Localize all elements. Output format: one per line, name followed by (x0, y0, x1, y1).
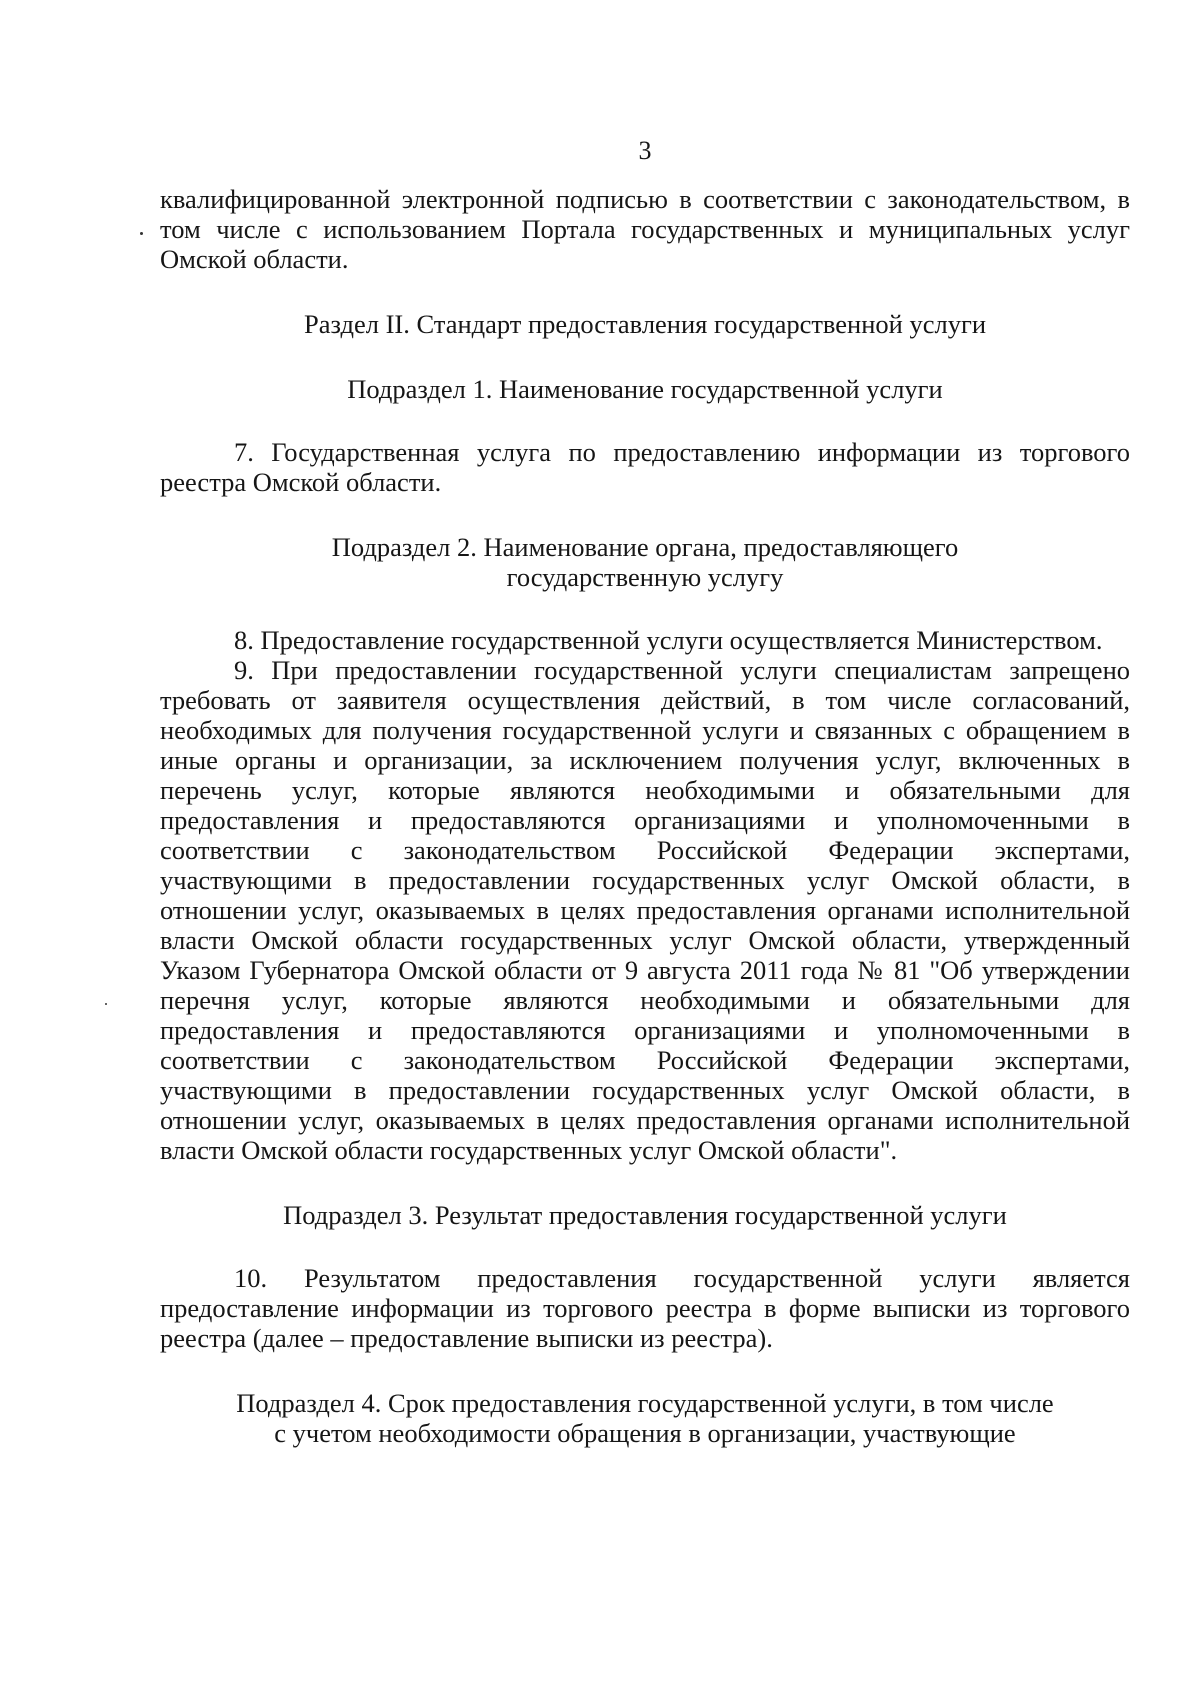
paragraph-7: 7. Государственная услуга по предоставлению информации из торгового реестра Омской области. (160, 437, 1130, 497)
subsection-4-title (160, 1388, 1130, 1448)
subsection-1-title: Подраздел 1. Наименование государственной услуги (347, 374, 943, 404)
scan-artifact-dot (105, 1003, 107, 1005)
subsection-2-title-line-2: государственную услугу (506, 562, 784, 592)
page-number: 3 (638, 136, 652, 165)
subsection-2-title (160, 532, 1130, 592)
paragraph-8: 8. Предоставление государственной услуги осуществляется Министерством. (234, 625, 1103, 655)
document-body (160, 184, 1130, 1448)
paragraph-10: 10. Результатом предоставления государственной услуги является предоставление информации из торгового реестра в форме выписки из торгового реестра (далее – предоставление выписки из реестра). (160, 1263, 1130, 1353)
subsection-3-title: Подраздел 3. Результат предоставления государственной услуги (283, 1200, 1007, 1230)
subsection-2-title-line-1: Подраздел 2. Наименование органа, предоставляющего (331, 532, 959, 562)
continuation-paragraph: квалифицированной электронной подписью в соответствии с законодательством, в том числе с использованием Портала государственных и муниципальных услуг Омской области. (160, 184, 1130, 274)
paragraph-9: 9. При предоставлении государственной услуги специалистам запрещено требовать от заявителя осуществления действий, в том числе согласований, необходимых для получения государственной услуги и связанных с обращением в иные органы и организации, за исключением получения услуг, включенных в перечень услуг, которые являются необходимыми и обязательными для предоставления и предоставляются организациями и уполномоченными в соответствии с законодательством Российской Федерации экспертами, участвующими в предоставлении государственных услуг Омской области, в отношении услуг, оказываемых в целях предоставления органами исполнительной власти Омской области государственных услуг Омской области, утвержденный Указом Губернатора Омской области от 9 августа 2011 года № 81 "Об утверждении перечня услуг, которые являются необходимыми и обязательными для предоставления и предоставляются организациями и уполномоченными в соответствии с законодательством Российской Федерации экспертами, участвующими в предоставлении государственных услуг Омской области, в отношении услуг, оказываемых в целях предоставления органами исполнительной власти Омской области государственных услуг Омской области". (160, 655, 1130, 1165)
subsection-4-title-line-2: с учетом необходимости обращения в организации, участвующие (274, 1418, 1016, 1448)
document-page (160, 0, 1130, 1696)
scan-artifact-dot (140, 232, 143, 235)
section-title: Раздел II. Стандарт предоставления государственной услуги (303, 309, 987, 339)
subsection-4-title-line-1: Подраздел 4. Срок предоставления государственной услуги, в том числе (236, 1388, 1054, 1418)
